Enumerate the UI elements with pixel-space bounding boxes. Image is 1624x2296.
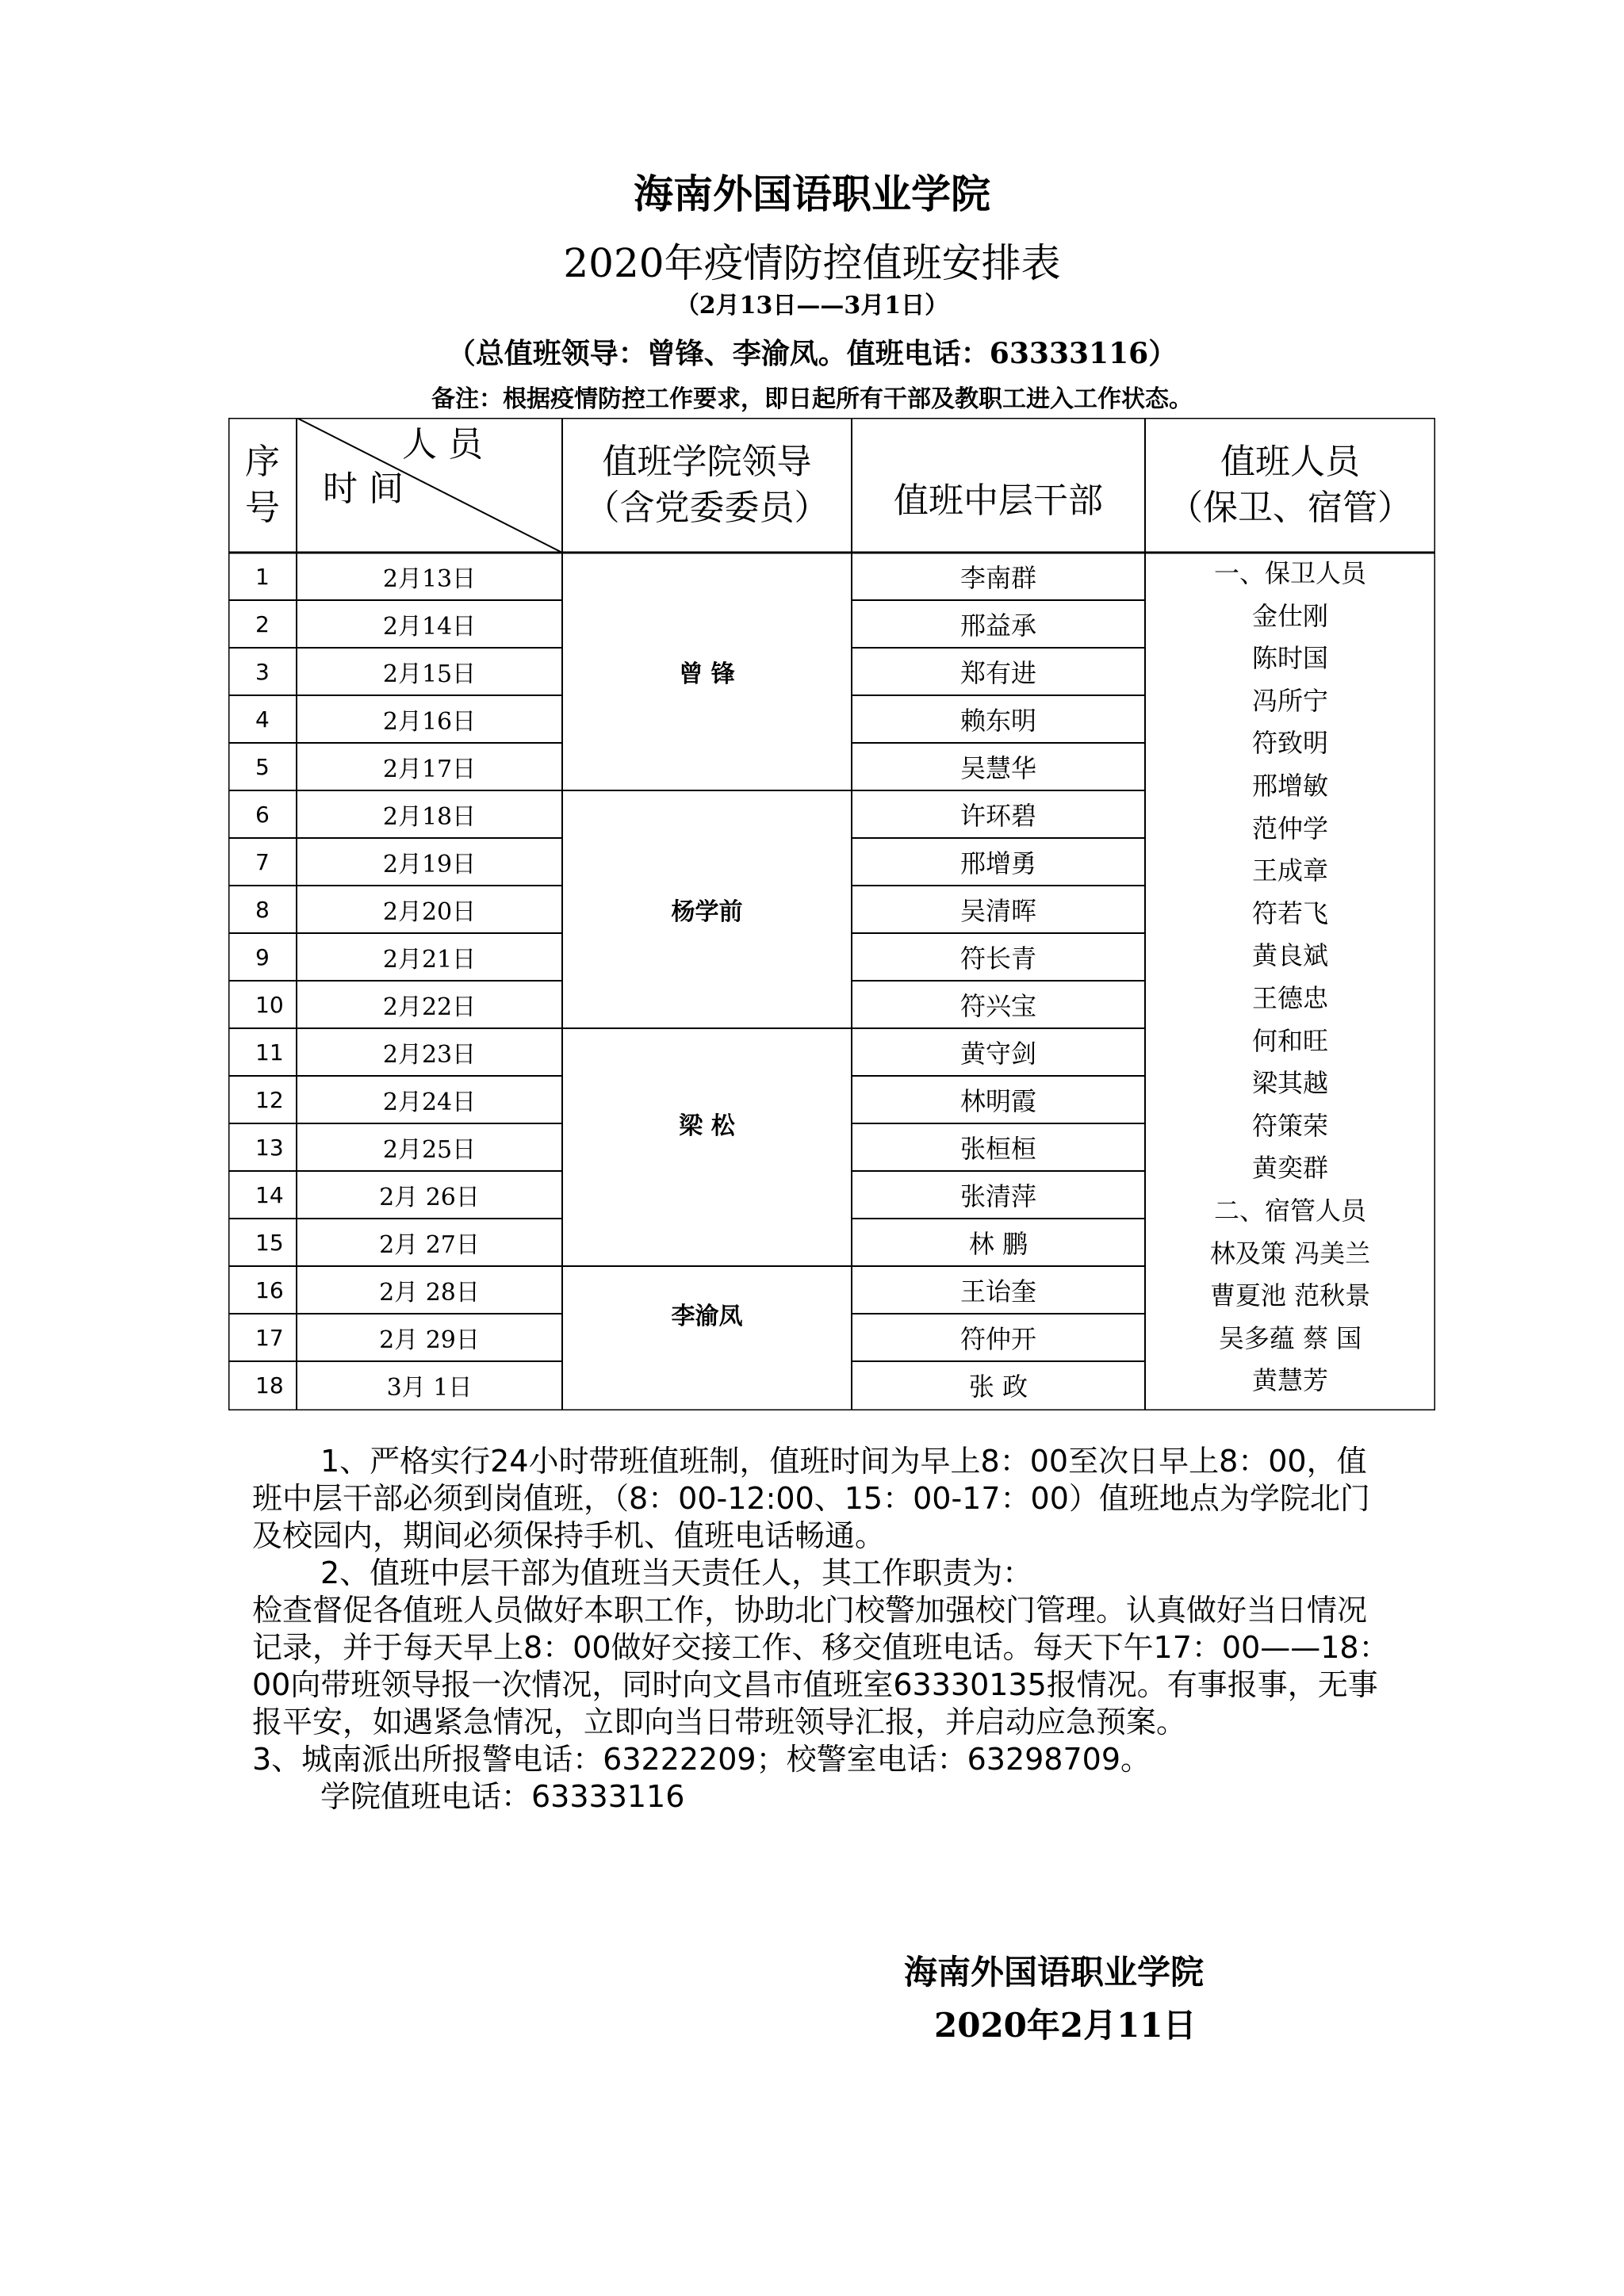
staff-entry: 邢增敏 [1251,770,1328,801]
row-mid-cadre: 李南群 [959,563,1036,593]
staff-entry: 黄慧芳 [1251,1365,1328,1396]
staff-entry: 符若飞 [1251,897,1328,928]
staff-entry: 王成章 [1251,855,1328,886]
note-3: 3、城南派出所报警电话：63222209；校警室电话：63298709。 [252,1742,1151,1777]
row-date: 2月17日 [382,756,477,783]
note-2-detail: 检查督促各值班人员做好本职工作，协助北门校警加强校门管理。认真做好当日情况记录，并于每天早上8：00做好交接工作、移交值班电话。每天下午17：00——18：00向带班领导报一次情况，同时向文昌市值班室63330135报情况。有事报事，无事报平安，如遇紧急情况，立即向当日带班领导汇报，并启动应急预案。 [252,1593,1389,1739]
date-range: （2月13日——3月1日） [675,292,949,320]
row-mid-cadre: 赖东明 [959,706,1036,736]
header-leader [562,418,852,553]
row-mid-cadre: 林 鹏 [968,1229,1028,1259]
header-leader-line1: 值班学院领导 [602,442,812,482]
row-number: 4 [255,706,270,733]
staff-list [1145,553,1435,1402]
staff-entry: 陈时国 [1251,643,1328,674]
row-mid-cadre: 张桓桓 [959,1134,1036,1164]
staff-entry: 符致明 [1251,728,1328,759]
staff-entry: 冯所宁 [1251,685,1328,716]
header-no-line1: 序 [245,442,280,482]
row-mid-cadre: 邢增勇 [959,848,1036,878]
header-no-line2: 号 [245,488,280,528]
staff-entry: 二、宿管人员 [1213,1195,1366,1226]
row-number: 12 [255,1086,284,1113]
row-mid-cadre: 吴清晖 [959,896,1036,926]
row-date: 2月19日 [382,851,477,878]
row-date: 2月14日 [382,613,477,641]
row-date: 2月 29日 [379,1326,480,1354]
staff-entry: 黄奕群 [1251,1153,1328,1184]
duty-table [228,418,1435,1410]
header-person: 人 员 [402,424,483,465]
row-number: 6 [255,801,270,828]
header-staff [1145,418,1435,553]
header-mid: 值班中层干部 [894,480,1103,521]
row-date: 2月 27日 [379,1231,480,1259]
row-number: 11 [255,1039,284,1066]
row-number: 8 [255,896,270,923]
staff-entry: 何和旺 [1251,1025,1328,1056]
row-number: 14 [255,1181,284,1208]
row-number: 3 [255,658,270,685]
staff-entry: 曹夏池 范秋景 [1209,1280,1371,1311]
row-date: 2月 26日 [379,1184,480,1211]
staff-entry: 王德忠 [1251,982,1328,1013]
row-date: 2月24日 [382,1089,477,1116]
row-mid-cadre: 符长青 [959,943,1036,974]
school-title: 海南外国语职业学院 [634,170,990,217]
header-staff-line2: （保卫、宿管） [1168,488,1412,528]
row-date: 2月23日 [382,1041,477,1069]
document-title: 2020年疫情防控值班安排表 [563,240,1061,286]
row-mid-cadre: 许环碧 [959,801,1036,831]
general-leaders: （总值班领导：曾锋、李渝凤。值班电话：63333116） [446,337,1178,370]
staff-entry: 符策荣 [1251,1110,1328,1141]
row-date: 2月16日 [382,708,477,736]
row-date: 2月15日 [382,660,477,688]
row-number: 2 [255,610,270,637]
signature-org: 海南外国语职业学院 [904,1953,1205,1992]
row-date: 2月18日 [382,803,477,831]
header-no [228,418,297,553]
leader-cell: 梁 松 [679,1112,735,1140]
row-date: 2月 28日 [379,1279,480,1307]
row-number: 17 [255,1324,284,1351]
row-date: 2月21日 [382,946,477,974]
row-mid-cadre: 郑有进 [959,658,1036,688]
note-2: 2、值班中层干部为值班当天责任人，其工作职责为： [320,1556,1033,1590]
leader-cell: 曾 锋 [679,660,735,688]
row-date: 2月13日 [382,565,477,593]
staff-entry: 黄良斌 [1251,940,1328,971]
row-date: 2月22日 [382,993,477,1021]
header-time: 时 间 [323,469,404,509]
note-1: 1、严格实行24小时带班值班制，值班时间为早上8：00至次日早上8：00，值班中层干部必须到岗值班，（8：00-12:00、15：00-17：00）值班地点为学院北门及校园内，期间必须保持手机、值班电话畅通。 [252,1444,1370,1553]
notes [252,1443,1394,1816]
row-number: 18 [255,1372,284,1399]
row-number: 13 [255,1134,284,1161]
row-date: 2月20日 [382,898,477,926]
staff-entry: 金仕刚 [1251,600,1328,631]
row-date: 2月25日 [382,1136,477,1164]
row-mid-cadre: 邢益承 [959,610,1036,641]
row-mid-cadre: 林明霞 [959,1086,1036,1116]
staff-entry: 梁其越 [1251,1068,1328,1099]
row-number: 10 [255,991,284,1018]
staff-entry: 林及策 冯美兰 [1209,1238,1371,1269]
row-mid-cadre: 张 政 [968,1372,1028,1402]
row-number: 7 [255,848,270,875]
row-mid-cadre: 符仲开 [959,1324,1036,1354]
staff-entry: 一、保卫人员 [1213,558,1366,588]
header-leader-line2: （含党委委员） [584,488,829,528]
row-number: 1 [255,563,270,590]
remark: 备注：根据疫情防控工作要求，即日起所有干部及教职工进入工作状态。 [431,385,1193,413]
row-number: 9 [255,943,270,970]
row-mid-cadre: 张清萍 [959,1181,1036,1211]
row-mid-cadre: 王诒奎 [959,1276,1036,1307]
leader-cell: 李渝凤 [671,1303,743,1330]
staff-entry: 吴多蕴 蔡 国 [1218,1322,1362,1353]
signature-date: 2020年2月11日 [934,2006,1197,2045]
row-mid-cadre: 吴慧华 [959,753,1036,783]
row-number: 15 [255,1229,284,1256]
row-number: 16 [255,1276,284,1303]
header-staff-line1: 值班人员 [1220,442,1360,482]
row-mid-cadre: 符兴宝 [959,991,1036,1021]
row-number: 5 [255,753,270,780]
note-hotline: 学院值班电话：63333116 [320,1779,685,1814]
leader-cell: 杨学前 [671,898,743,926]
staff-entry: 范仲学 [1251,813,1328,844]
row-date: 3月 1日 [386,1374,473,1402]
row-mid-cadre: 黄守剑 [959,1039,1036,1069]
